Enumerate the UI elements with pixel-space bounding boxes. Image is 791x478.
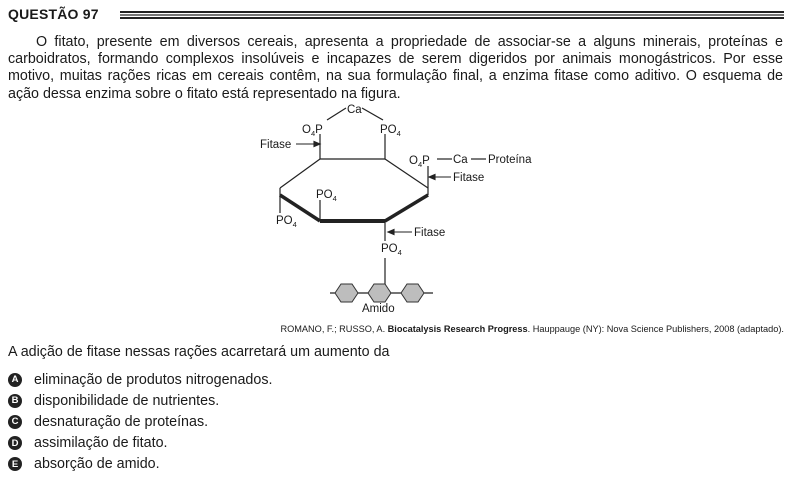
option-text: desnaturação de proteínas. (34, 413, 209, 430)
label-ca-mid: Ca (453, 154, 468, 166)
label-fitase-mid: Fitase (453, 172, 485, 184)
ring-left-upper-edge (280, 159, 320, 188)
answer-options (8, 369, 272, 475)
ring-bottom-right-edge (385, 195, 428, 221)
option-c[interactable] (8, 411, 272, 432)
label-proteina: Proteína (488, 154, 532, 166)
option-b[interactable] (8, 390, 272, 411)
option-a[interactable] (8, 369, 272, 390)
option-letter-badge: C (8, 415, 22, 429)
question-statement: O fitato, presente em diversos cereais, apresenta a propriedade de associar-se a alguns minerais, proteínas e carboidratos, formando complexos insolúveis e incapazes de serem digeridos por animais monogástricos. Por esse motivo, muitas rações ricas em cereais contêm, na sua formulação final, a enzima fitase como aditivo. O esquema de ação dessa enzima sobre o fitato está representado na figura. (8, 34, 783, 102)
label-o4p-left: $O_4P$ (302, 124, 323, 138)
label-po4-right: $PO_4$ (380, 124, 401, 138)
label-ca-top: Ca (347, 104, 362, 116)
option-e[interactable] (8, 454, 272, 475)
starch-hexagon-2 (368, 284, 391, 302)
starch-hexagon-3 (401, 284, 424, 302)
figure-citation: ROMANO, F.; RUSSO, A. Biocatalysis Research Progress. Hauppauge (NY): Nova Science Publishers, 2008 (adaptado). (280, 324, 784, 334)
header-rule (120, 11, 784, 19)
option-d[interactable] (8, 433, 272, 454)
label-po4-bottom: $PO_4$ (381, 243, 402, 257)
label-fitase-bottom: Fitase (414, 227, 446, 239)
fitase-arrowhead-left (314, 142, 320, 147)
phytate-diagram (240, 100, 560, 318)
option-text: disponibilidade de nutrientes. (34, 392, 220, 409)
ca-bridge-right (362, 108, 383, 120)
label-po4-inner: $PO_4$ (316, 189, 337, 203)
label-o4p-mid: $O_4P$ (409, 155, 430, 169)
fitase-arrowhead-mid (429, 175, 435, 180)
option-letter-badge: A (8, 373, 22, 387)
option-letter-badge: E (8, 457, 22, 471)
question-prompt: A adição de fitase nessas rações acarretará um aumento da (8, 344, 390, 360)
option-letter-badge: D (8, 436, 22, 450)
fitase-arrowhead-bottom (388, 230, 394, 235)
citation-title: Biocatalysis Research Progress (387, 324, 528, 334)
label-po4-lower-left: $PO_4$ (276, 215, 297, 229)
starch-hexagon-1 (335, 284, 358, 302)
option-text: assimilação de fitato. (34, 435, 168, 452)
question-title: QUESTÃO 97 (8, 6, 99, 22)
label-amido: Amido (362, 303, 395, 315)
option-text: absorção de amido. (34, 456, 160, 473)
label-fitase-left: Fitase (260, 139, 292, 151)
option-text: eliminação de produtos nitrogenados. (34, 371, 273, 388)
option-letter-badge: B (8, 394, 22, 408)
question-header (8, 6, 784, 24)
ca-bridge-left (327, 108, 346, 120)
